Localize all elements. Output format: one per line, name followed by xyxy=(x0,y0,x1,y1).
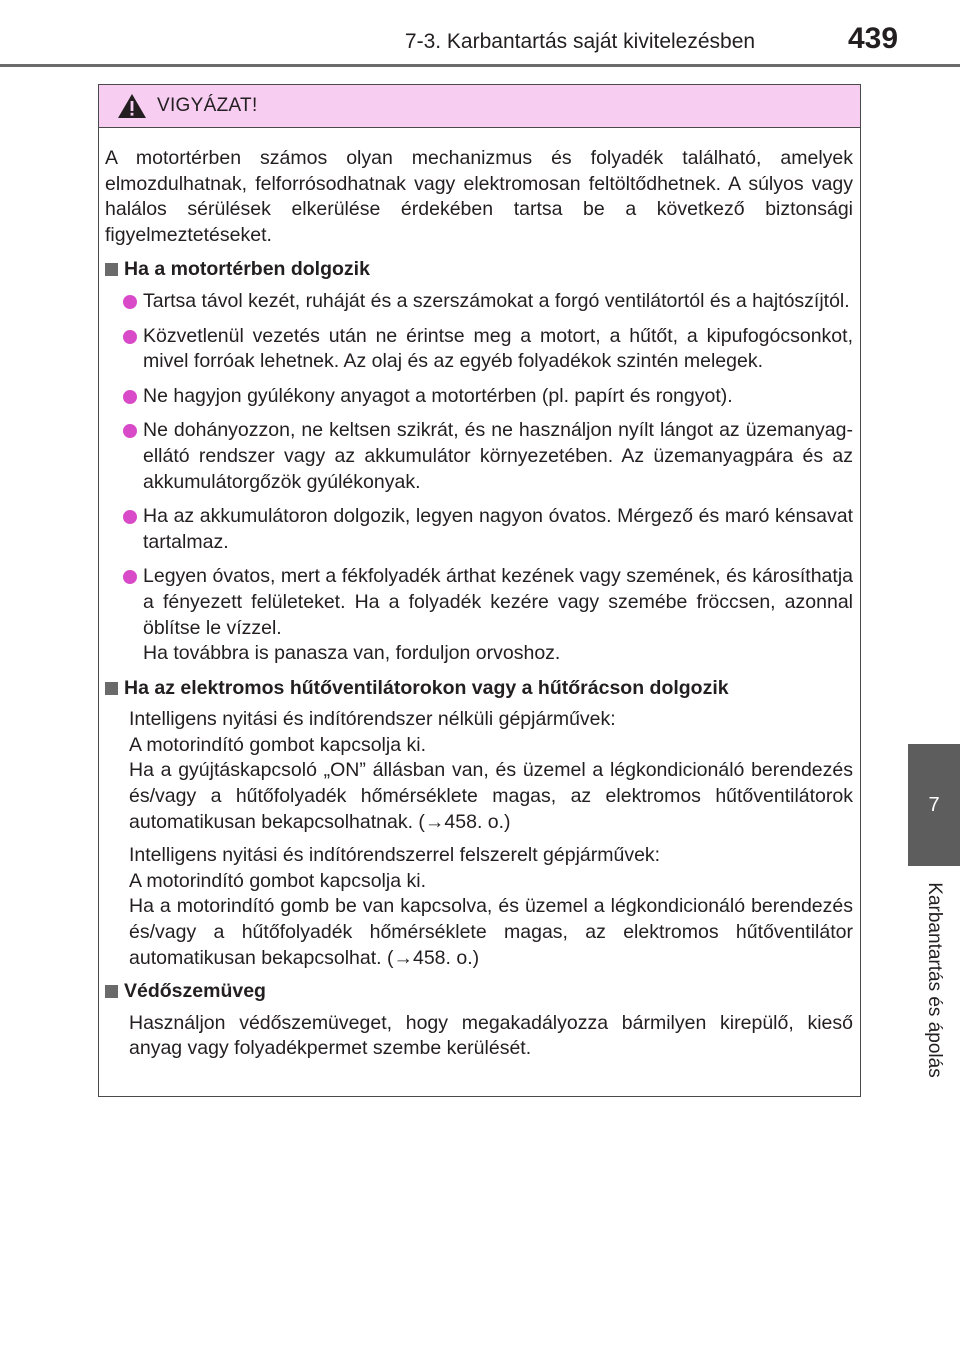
bullet-text: Tartsa távol kezét, ruháját és a szerszámokat a forgó ventilátortól és a hajtószíjtól. xyxy=(143,289,850,312)
circle-bullet-icon xyxy=(123,424,137,438)
chapter-tab[interactable] xyxy=(908,744,960,866)
bullet-text: Ha az akkumulátoron dolgozik, legyen nagyon óvatos. Mérgező és maró kénsavat tartalmaz. xyxy=(143,505,853,553)
bullet-text: Közvetlenül vezetés után ne érintse meg a motort, a hűtőt, a kipufogócsonkot, mivel forróak lehetnek. Az olaj és az egyéb folyadékok szintén melegek. xyxy=(143,324,853,373)
chapter-number: 7 xyxy=(928,793,940,816)
page-number: 439 xyxy=(847,22,899,55)
bullet-text: Ne hagyjon gyúlékony anyagot a motortérben (pl. papírt és rongyot). xyxy=(143,384,733,407)
square-marker-icon xyxy=(105,985,118,998)
circle-bullet-icon xyxy=(123,390,137,404)
caution-header xyxy=(99,85,860,128)
caution-intro: A motortérben számos olyan mechanizmus és folyadék található, amelyek elmozdulhatnak, felforrósodhatnak vagy elektromosan feltöltődhetnek. A súlyos vagy halálos sérülések elkerülése érdekében tartsa be a következő biztonsági figyelmeztetéseket. xyxy=(105,147,853,246)
caution-title: VIGYÁZAT! xyxy=(157,95,258,116)
paragraph-lead: Intelligens nyitási és indítórendszerrel felszerelt gépjárművek: xyxy=(129,844,661,867)
section-heading-goggles xyxy=(105,979,853,1005)
caution-body xyxy=(99,128,860,1062)
paragraph-rest: Ha a motorindító gomb be van kapcsolva, és üzemel a légkondicionáló berendezés és/vagy a hűtőfolyadék hőmérséklete magas, az elektromos hűtőventilátor automatikusan bekapcsolhat. (→458. o.) xyxy=(129,895,853,969)
list-item xyxy=(123,504,853,555)
chapter-label: Karbantartás és ápolás xyxy=(924,882,945,1078)
section-heading-text: Ha az elektromos hűtőventilátorokon vagy a hűtőrácson dolgozik xyxy=(124,676,729,699)
square-marker-icon xyxy=(105,263,118,276)
paragraph xyxy=(129,707,853,835)
paragraph-line: A motorindító gombot kapcsolja ki. xyxy=(129,869,426,892)
paragraph-line: A motorindító gombot kapcsolja ki. xyxy=(129,733,426,756)
list-item xyxy=(123,289,853,315)
bullet-text xyxy=(143,564,853,666)
section-title: 7-3. Karbantartás saját kivitelezésben xyxy=(404,30,756,53)
paragraph xyxy=(129,1011,853,1062)
section-heading-cooling-fans xyxy=(105,676,853,702)
circle-bullet-icon xyxy=(123,295,137,309)
paragraph-rest: Ha a gyújtáskapcsoló „ON” állásban van, és üzemel a légkondicionáló berendezés és/vagy a hűtőfolyadék hőmérséklete magas, az elektromos hűtőventilátorok automatikusan bekapcsolhatnak. (→458. o.) xyxy=(129,759,853,833)
paragraph xyxy=(129,843,853,971)
paragraph-lead: Intelligens nyitási és indítórendszer nélküli gépjárművek: xyxy=(129,708,616,731)
list-item xyxy=(123,418,853,495)
section-heading-text: Védőszemüveg xyxy=(124,980,266,1003)
circle-bullet-icon xyxy=(123,510,137,524)
list-item xyxy=(123,324,853,375)
caution-box xyxy=(98,84,861,1097)
circle-bullet-icon xyxy=(123,570,137,584)
list-item xyxy=(123,564,853,666)
paragraph-lead: Használjon védőszemüveget, hogy megakadályozza bármilyen kirepülő, kieső anyag vagy folyadékpermet szembe kerülését. xyxy=(129,1011,853,1060)
warning-triangle-icon xyxy=(117,93,147,119)
circle-bullet-icon xyxy=(123,330,137,344)
square-marker-icon xyxy=(105,682,118,695)
list-item xyxy=(123,384,853,410)
bullet-text: Ne dohányozzon, ne keltsen szikrát, és ne használjon nyílt lángot az üzemanyag-ellátó rendszer vagy az akkumulátor környezetében. Az üzemanyagpára és az akkumulátorgőzök gyúlékonyak. xyxy=(143,419,853,493)
bullet-note: Ha továbbra is panasza van, forduljon orvoshoz. xyxy=(143,642,561,665)
bullet-main-text: Legyen óvatos, mert a fékfolyadék árthat kezének vagy szemének, és károsíthatja a fényezett felületeket. Ha a folyadék kezére vagy szemébe fröccsen, azonnal öblítse le vízzel. xyxy=(143,565,853,639)
header-rule xyxy=(0,64,960,67)
section-heading-engine-bay xyxy=(105,257,853,283)
section-heading-text: Ha a motortérben dolgozik xyxy=(124,258,370,281)
